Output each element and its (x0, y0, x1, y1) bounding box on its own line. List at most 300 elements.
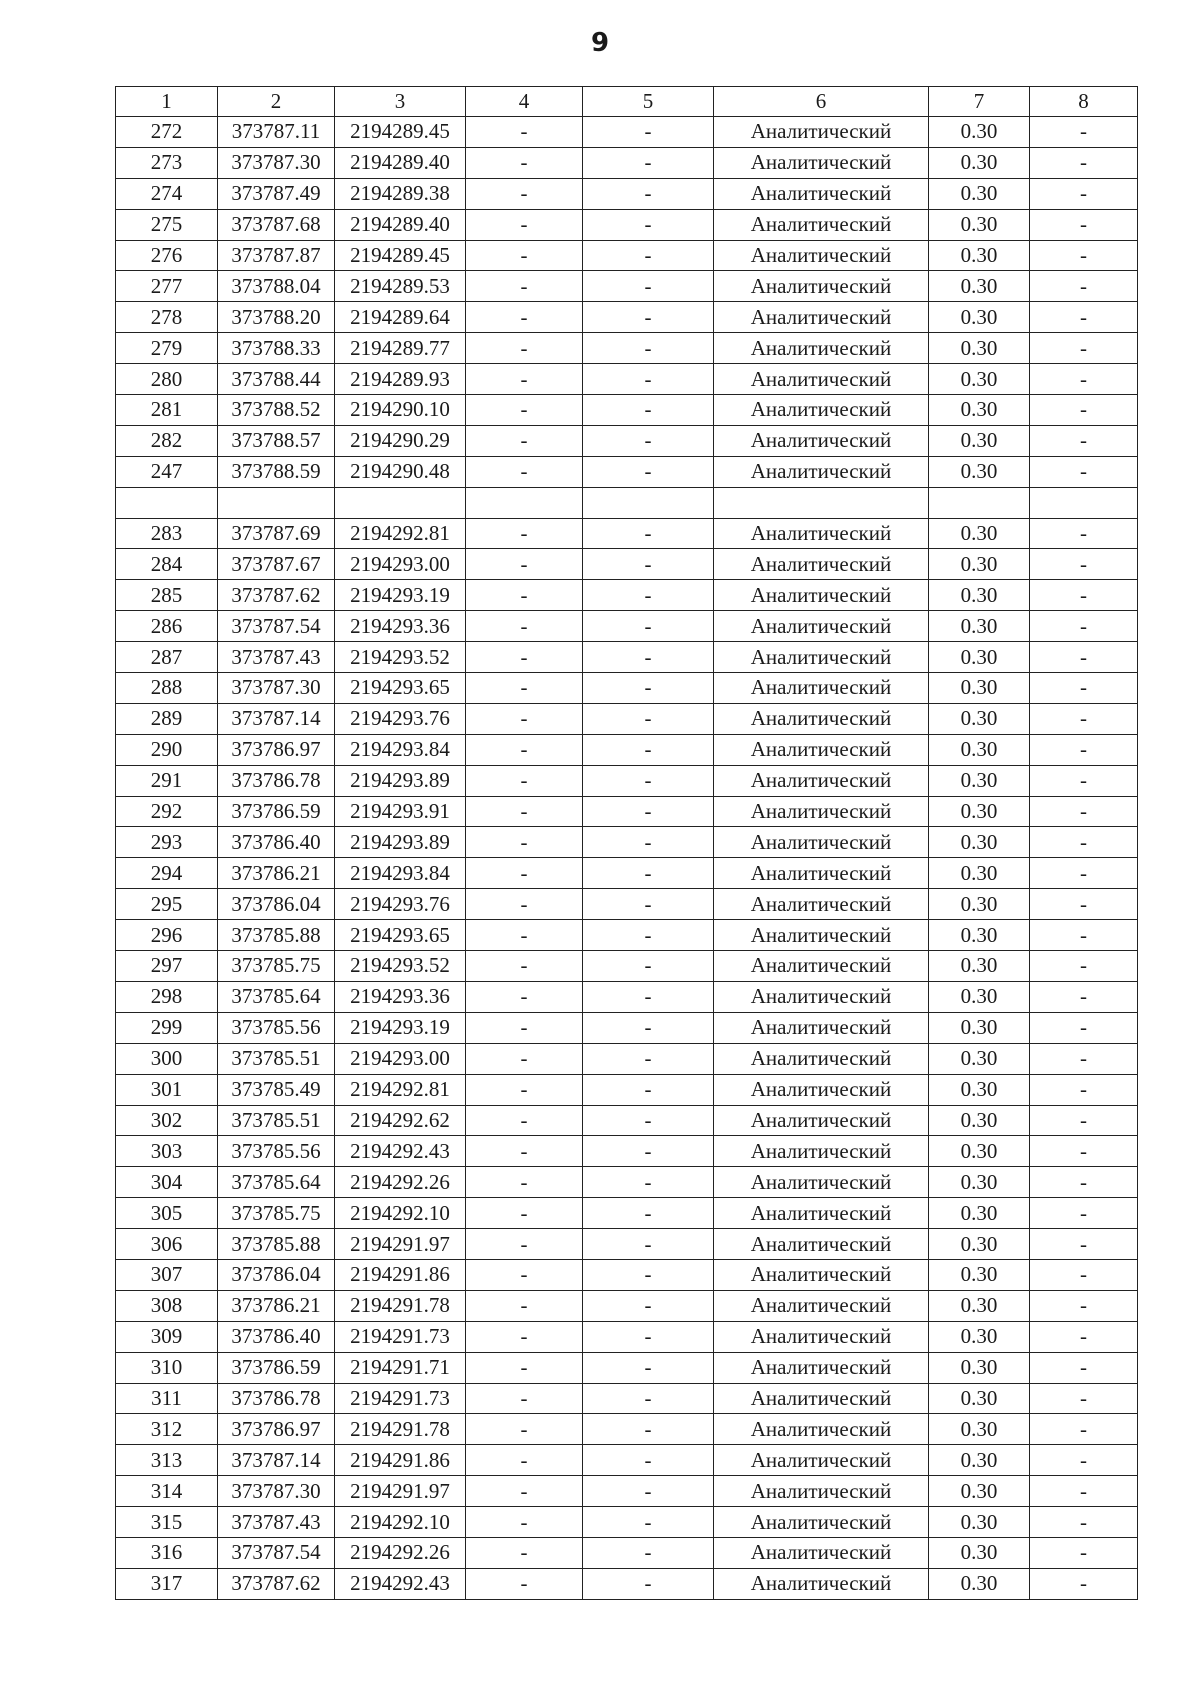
table-cell: - (466, 1507, 583, 1538)
table-row (116, 456, 1138, 487)
table-cell: 283 (116, 518, 218, 549)
table-row (116, 1012, 1138, 1043)
table-cell: 373786.04 (218, 1259, 335, 1290)
table-cell: - (1030, 209, 1138, 240)
table-cell: 0.30 (929, 549, 1030, 580)
table-row (116, 1198, 1138, 1229)
table-cell: - (583, 858, 714, 889)
table-cell: Аналитический (714, 827, 929, 858)
table-cell: Аналитический (714, 518, 929, 549)
table-cell: 373785.51 (218, 1105, 335, 1136)
column-header: 8 (1030, 87, 1138, 117)
table-cell: 2194293.36 (335, 611, 466, 642)
table-cell: 2194293.19 (335, 580, 466, 611)
table-cell: 289 (116, 703, 218, 734)
table-cell: 2194291.78 (335, 1414, 466, 1445)
table-cell: - (583, 580, 714, 611)
table-cell: Аналитический (714, 858, 929, 889)
table-row (116, 1043, 1138, 1074)
table-cell: - (583, 1414, 714, 1445)
table-cell: 373786.59 (218, 796, 335, 827)
table-cell: 292 (116, 796, 218, 827)
table-cell: - (1030, 920, 1138, 951)
table-cell: 282 (116, 425, 218, 456)
table-cell: - (583, 1290, 714, 1321)
table-cell: 2194290.29 (335, 425, 466, 456)
table-cell: Аналитический (714, 333, 929, 364)
table-cell: - (583, 1445, 714, 1476)
table-cell: 2194292.10 (335, 1507, 466, 1538)
table-cell: 373786.40 (218, 827, 335, 858)
table-cell: - (1030, 1445, 1138, 1476)
table-cell: Аналитический (714, 1105, 929, 1136)
table-cell: Аналитический (714, 1290, 929, 1321)
table-cell: Аналитический (714, 920, 929, 951)
table-cell: - (1030, 1259, 1138, 1290)
table-cell: - (466, 395, 583, 426)
table-cell: 316 (116, 1537, 218, 1568)
table-cell: 373787.62 (218, 580, 335, 611)
table-row (116, 549, 1138, 580)
table-cell: - (466, 1167, 583, 1198)
table-cell: 373787.68 (218, 209, 335, 240)
table-cell: Аналитический (714, 765, 929, 796)
table-cell: Аналитический (714, 456, 929, 487)
table-cell: - (466, 549, 583, 580)
table-row (116, 1476, 1138, 1507)
table-cell: 308 (116, 1290, 218, 1321)
table-cell: - (583, 889, 714, 920)
table-cell: 2194293.76 (335, 889, 466, 920)
table-cell: 288 (116, 673, 218, 704)
table-cell: Аналитический (714, 1507, 929, 1538)
table-cell: 2194291.71 (335, 1352, 466, 1383)
table-body (116, 117, 1138, 1600)
table-cell: 373787.14 (218, 1445, 335, 1476)
table-cell: - (466, 1290, 583, 1321)
table-row (116, 981, 1138, 1012)
table-cell: - (1030, 981, 1138, 1012)
table-cell: - (583, 549, 714, 580)
table-cell: 2194293.36 (335, 981, 466, 1012)
table-cell: 277 (116, 271, 218, 302)
table-cell: 2194292.10 (335, 1198, 466, 1229)
table-cell: - (583, 1229, 714, 1260)
table-cell: 0.30 (929, 703, 1030, 734)
table-cell: - (1030, 580, 1138, 611)
table-cell: Аналитический (714, 209, 929, 240)
table-cell: - (1030, 240, 1138, 271)
table-cell: 2194293.89 (335, 827, 466, 858)
table-cell: Аналитический (714, 425, 929, 456)
table-cell: Аналитический (714, 1321, 929, 1352)
table-row (116, 796, 1138, 827)
table-cell: 309 (116, 1321, 218, 1352)
table-cell: Аналитический (714, 271, 929, 302)
table-cell: - (1030, 734, 1138, 765)
table-cell: - (466, 333, 583, 364)
table-cell: 2194293.84 (335, 858, 466, 889)
table-cell: - (1030, 1012, 1138, 1043)
table-cell: - (1030, 642, 1138, 673)
table-cell: 0.30 (929, 1507, 1030, 1538)
table-cell: - (466, 1537, 583, 1568)
table-cell: - (1030, 827, 1138, 858)
table-cell: Аналитический (714, 1414, 929, 1445)
table-row (116, 1414, 1138, 1445)
table-cell: 373788.04 (218, 271, 335, 302)
table-row (116, 734, 1138, 765)
table-cell: - (1030, 1568, 1138, 1599)
table-cell: 297 (116, 951, 218, 982)
table-cell: 307 (116, 1259, 218, 1290)
table-cell: 0.30 (929, 302, 1030, 333)
table-cell: 373785.75 (218, 951, 335, 982)
table-cell: - (466, 1198, 583, 1229)
table-cell: - (583, 1568, 714, 1599)
table-cell: - (466, 1136, 583, 1167)
table-row (116, 178, 1138, 209)
table-cell: 373787.30 (218, 673, 335, 704)
table-cell: 0.30 (929, 1352, 1030, 1383)
table-cell: Аналитический (714, 703, 929, 734)
table-cell: 2194289.40 (335, 209, 466, 240)
table-cell: Аналитический (714, 1537, 929, 1568)
table-cell: 2194292.26 (335, 1537, 466, 1568)
table-cell: Аналитический (714, 611, 929, 642)
table-cell: 373787.11 (218, 117, 335, 148)
table-row (116, 765, 1138, 796)
table-cell: 373786.21 (218, 858, 335, 889)
table-cell (714, 487, 929, 518)
table-cell: 2194293.89 (335, 765, 466, 796)
table-cell: 373788.33 (218, 333, 335, 364)
table-cell: 279 (116, 333, 218, 364)
table-cell: 0.30 (929, 1043, 1030, 1074)
table-cell: - (1030, 1290, 1138, 1321)
table-row (116, 1229, 1138, 1260)
table-cell: 373785.56 (218, 1012, 335, 1043)
table-cell: - (466, 889, 583, 920)
table-cell: 2194293.19 (335, 1012, 466, 1043)
table-cell: 295 (116, 889, 218, 920)
table-cell: - (466, 117, 583, 148)
table-cell: - (466, 703, 583, 734)
table-row (116, 1352, 1138, 1383)
table-row (116, 1259, 1138, 1290)
table-cell: 2194293.52 (335, 642, 466, 673)
table-cell: 373785.64 (218, 981, 335, 1012)
table-cell: - (583, 1105, 714, 1136)
table-cell: 2194291.86 (335, 1259, 466, 1290)
table-cell: Аналитический (714, 240, 929, 271)
table-cell: - (466, 1259, 583, 1290)
table-cell: 373786.78 (218, 765, 335, 796)
table-cell: 0.30 (929, 827, 1030, 858)
table-cell: 0.30 (929, 1445, 1030, 1476)
table-cell: - (583, 518, 714, 549)
table-cell: 0.30 (929, 1074, 1030, 1105)
table-cell: Аналитический (714, 302, 929, 333)
table-cell: - (583, 642, 714, 673)
table-row (116, 951, 1138, 982)
table-cell: 0.30 (929, 1198, 1030, 1229)
table-cell: - (583, 827, 714, 858)
table-cell: 2194289.40 (335, 147, 466, 178)
table-cell: - (466, 364, 583, 395)
table-cell: Аналитический (714, 1476, 929, 1507)
table-row (116, 425, 1138, 456)
table-row (116, 117, 1138, 148)
table-cell: - (466, 827, 583, 858)
table-cell: - (466, 673, 583, 704)
table-cell: 0.30 (929, 456, 1030, 487)
table-cell: 293 (116, 827, 218, 858)
table-row (116, 673, 1138, 704)
table-cell: - (583, 1043, 714, 1074)
table-cell (466, 487, 583, 518)
table-row (116, 487, 1138, 518)
table-cell: 0.30 (929, 1414, 1030, 1445)
table-cell: 373787.54 (218, 611, 335, 642)
table-cell: - (466, 1568, 583, 1599)
table-cell: 373786.97 (218, 1414, 335, 1445)
table-cell: - (466, 642, 583, 673)
table-cell: 0.30 (929, 1476, 1030, 1507)
column-header: 4 (466, 87, 583, 117)
table-cell: Аналитический (714, 1568, 929, 1599)
table-cell: 373787.69 (218, 518, 335, 549)
table-cell: 2194291.97 (335, 1229, 466, 1260)
table-cell: - (466, 178, 583, 209)
table-cell: 275 (116, 209, 218, 240)
table-cell: - (583, 209, 714, 240)
table-cell: - (583, 734, 714, 765)
table-cell: 0.30 (929, 425, 1030, 456)
table-cell: 0.30 (929, 333, 1030, 364)
table-cell: - (583, 981, 714, 1012)
table-cell: Аналитический (714, 1167, 929, 1198)
table-cell: - (583, 1136, 714, 1167)
table-cell: - (466, 209, 583, 240)
table-cell: 313 (116, 1445, 218, 1476)
table-cell: - (1030, 1476, 1138, 1507)
column-header: 1 (116, 87, 218, 117)
table-cell: - (583, 611, 714, 642)
table-cell: - (583, 1259, 714, 1290)
table-row (116, 1074, 1138, 1105)
table-cell: - (1030, 1167, 1138, 1198)
table-cell: 373785.51 (218, 1043, 335, 1074)
table-cell: - (466, 271, 583, 302)
column-header: 5 (583, 87, 714, 117)
table-cell: - (466, 920, 583, 951)
table-cell: 302 (116, 1105, 218, 1136)
table-cell: 305 (116, 1198, 218, 1229)
table-cell: 2194289.77 (335, 333, 466, 364)
table-cell: 373785.56 (218, 1136, 335, 1167)
table-cell: 373788.59 (218, 456, 335, 487)
table-cell: - (466, 734, 583, 765)
table-cell: Аналитический (714, 1198, 929, 1229)
table-cell: 2194292.43 (335, 1568, 466, 1599)
table-cell: 280 (116, 364, 218, 395)
table-cell: - (1030, 1414, 1138, 1445)
table-cell: - (466, 858, 583, 889)
table-cell: - (1030, 1352, 1138, 1383)
table-cell: - (1030, 703, 1138, 734)
table-cell: - (1030, 1105, 1138, 1136)
table-cell: 2194293.00 (335, 549, 466, 580)
table-cell: 0.30 (929, 951, 1030, 982)
table-row (116, 1321, 1138, 1352)
table-cell: 2194291.97 (335, 1476, 466, 1507)
table-cell: 373786.04 (218, 889, 335, 920)
table-cell: 373788.20 (218, 302, 335, 333)
page-number: 9 (590, 28, 610, 58)
table-cell: - (583, 1476, 714, 1507)
table-cell: 2194292.81 (335, 518, 466, 549)
table-cell: 2194293.65 (335, 673, 466, 704)
table-cell: - (466, 518, 583, 549)
table-cell: - (466, 1012, 583, 1043)
table-cell: Аналитический (714, 981, 929, 1012)
table-cell: Аналитический (714, 117, 929, 148)
table-cell: 2194289.38 (335, 178, 466, 209)
table-cell: - (466, 1105, 583, 1136)
table-cell: - (583, 456, 714, 487)
table-cell: Аналитический (714, 1043, 929, 1074)
table-cell: - (466, 580, 583, 611)
table-cell: - (466, 1229, 583, 1260)
table-cell: - (1030, 395, 1138, 426)
table-cell: 373785.75 (218, 1198, 335, 1229)
table-cell: 2194289.93 (335, 364, 466, 395)
table-cell: 0.30 (929, 1290, 1030, 1321)
table-row (116, 642, 1138, 673)
table-row (116, 518, 1138, 549)
column-header: 2 (218, 87, 335, 117)
table-cell: 0.30 (929, 147, 1030, 178)
table-cell: Аналитический (714, 395, 929, 426)
table-cell: 299 (116, 1012, 218, 1043)
table-cell: 0.30 (929, 240, 1030, 271)
table-cell: - (466, 765, 583, 796)
table-row (116, 1445, 1138, 1476)
table-cell: - (466, 1476, 583, 1507)
column-header: 6 (714, 87, 929, 117)
table-cell: Аналитический (714, 642, 929, 673)
table-cell: 304 (116, 1167, 218, 1198)
table-cell: - (583, 425, 714, 456)
table-cell: 0.30 (929, 796, 1030, 827)
table-cell: 0.30 (929, 117, 1030, 148)
table-cell: 0.30 (929, 1012, 1030, 1043)
table-cell: 373787.87 (218, 240, 335, 271)
table-row (116, 889, 1138, 920)
table-cell: 2194292.62 (335, 1105, 466, 1136)
table-cell: 291 (116, 765, 218, 796)
table-cell: - (1030, 1507, 1138, 1538)
table-cell: 373785.64 (218, 1167, 335, 1198)
table-cell: - (1030, 951, 1138, 982)
table-cell: 285 (116, 580, 218, 611)
table-cell: - (583, 1537, 714, 1568)
table-cell: 373786.97 (218, 734, 335, 765)
table-cell: 286 (116, 611, 218, 642)
table-cell: 0.30 (929, 1259, 1030, 1290)
table-row (116, 703, 1138, 734)
table-cell: - (466, 611, 583, 642)
table-cell: 272 (116, 117, 218, 148)
table-cell: 373787.62 (218, 1568, 335, 1599)
table-cell: - (1030, 1136, 1138, 1167)
table-cell: Аналитический (714, 147, 929, 178)
table-cell: - (583, 1321, 714, 1352)
table-cell: - (583, 395, 714, 426)
table-cell: 2194293.84 (335, 734, 466, 765)
table-cell: 0.30 (929, 1105, 1030, 1136)
table-cell: 0.30 (929, 1321, 1030, 1352)
table-cell: 0.30 (929, 395, 1030, 426)
table-cell (1030, 487, 1138, 518)
table-cell: 294 (116, 858, 218, 889)
table-cell: - (1030, 1321, 1138, 1352)
table-cell: 2194289.45 (335, 240, 466, 271)
table-cell: - (1030, 549, 1138, 580)
table-cell: - (583, 333, 714, 364)
table-cell: Аналитический (714, 889, 929, 920)
table-row (116, 1383, 1138, 1414)
table-cell: - (466, 1352, 583, 1383)
table-cell: 373787.30 (218, 147, 335, 178)
table-cell: 373787.30 (218, 1476, 335, 1507)
table-cell: 2194293.76 (335, 703, 466, 734)
table-cell: 0.30 (929, 209, 1030, 240)
table-cell: 0.30 (929, 1568, 1030, 1599)
table-cell: Аналитический (714, 734, 929, 765)
table-cell: 373788.52 (218, 395, 335, 426)
table-cell (335, 487, 466, 518)
table-cell: 0.30 (929, 673, 1030, 704)
table-cell: 247 (116, 456, 218, 487)
table-cell: - (466, 456, 583, 487)
table-header-row (116, 87, 1138, 117)
table-cell: - (583, 178, 714, 209)
table-cell: - (583, 364, 714, 395)
table-cell: - (583, 117, 714, 148)
table-row (116, 302, 1138, 333)
table-cell: - (583, 302, 714, 333)
table-cell: - (1030, 456, 1138, 487)
table-cell: - (1030, 1383, 1138, 1414)
table-cell: - (466, 796, 583, 827)
table-cell: - (466, 1321, 583, 1352)
table-cell: - (1030, 1229, 1138, 1260)
table-cell: 0.30 (929, 271, 1030, 302)
table-cell: - (1030, 147, 1138, 178)
table-cell: 2194290.48 (335, 456, 466, 487)
table-cell: Аналитический (714, 673, 929, 704)
table-cell: - (1030, 518, 1138, 549)
table-cell: 0.30 (929, 981, 1030, 1012)
table-row (116, 580, 1138, 611)
table-cell: 2194291.86 (335, 1445, 466, 1476)
table-row (116, 333, 1138, 364)
coordinates-table (115, 86, 1138, 1600)
table-cell: - (583, 1352, 714, 1383)
table-cell: 317 (116, 1568, 218, 1599)
